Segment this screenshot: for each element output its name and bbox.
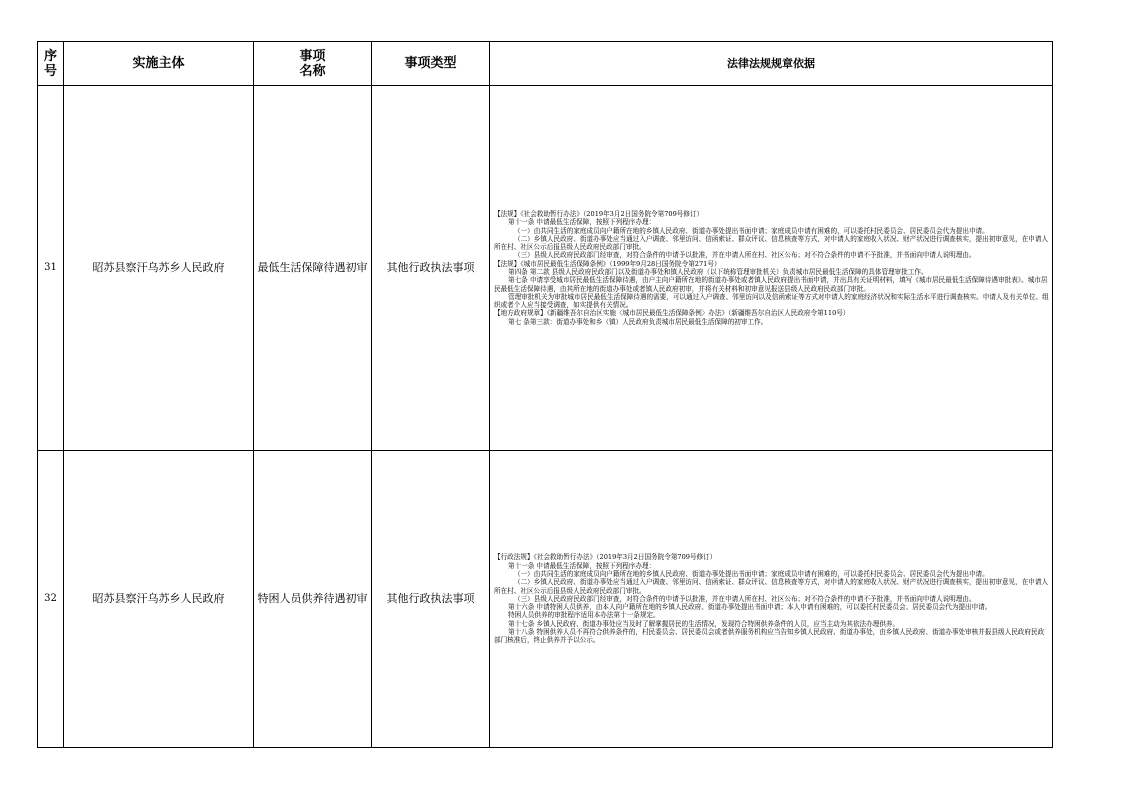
table-header-row [38, 42, 1053, 86]
row-seq: 31 [38, 86, 64, 451]
legal-line: 第四条 第二款 县级人民政府民政部门以及街道办事处和镇人民政府（以下统称管理审批机关）负责城市居民最低生活保障的具体管理审批工作。 [508, 268, 928, 276]
legal-line: 【行政法规】《社会救助暂行办法》（2019年3月2日国务院令第709号修订） [494, 553, 717, 562]
row-legal-basis [490, 86, 1053, 451]
row-subject: 昭苏县察汗乌苏乡人民政府 [64, 86, 254, 451]
row-item-name: 特困人员供养待遇初审 [254, 451, 372, 748]
row-seq: 32 [38, 451, 64, 748]
legal-line: 第七 条第三款：街道办事处和乡（镇）人民政府负责城市居民最低生活保障的初审工作。 [508, 317, 768, 326]
table-row [38, 86, 1053, 451]
legal-line: （二）乡镇人民政府、街道办事处应当通过入户调查、邻里访问、信函索证、群众评议、信息核查等方式，对申请人的家庭收入状况、财产状况进行调查核实，提出初审意见，在申请人所在村、社区公示后报县级人民政府民政部门审批。 [494, 234, 1049, 252]
legal-line: （一）由共同生活的家庭成员向户籍所在地的乡镇人民政府、街道办事处提出书面申请；家庭成员申请有困难的，可以委托村民委员会、居民委员会代为提出申请。 [514, 226, 989, 235]
legal-line: （一）由共同生活的家庭成员向户籍所在地的乡镇人民政府、街道办事处提出书面申请；家庭成员申请有困难的，可以委托村民委员会、居民委员会代为提出申请。 [514, 569, 989, 578]
header-item-type: 事项类型 [372, 42, 490, 86]
legal-line: （三）县级人民政府民政部门经审查，对符合条件的申请予以批准，并在申请人所在村、社区公布；对不符合条件的申请不予批准，并书面向申请人说明理由。 [514, 594, 976, 603]
legal-line: 特困人员供养的审批程序适用本办法第十一条规定。 [508, 611, 660, 620]
header-legal-basis: 法律法规规章依据 [490, 42, 1053, 86]
header-seq-label: 序号 [43, 48, 57, 79]
service-items-table [37, 41, 1053, 748]
header-subject: 实施主体 [64, 42, 254, 86]
legal-line: 【地方政府规章】《新疆维吾尔自治区实施〈城市居民最低生活保障条例〉办法》（新疆维吾尔自治区人民政府令第110号） [494, 309, 850, 318]
legal-line: 第十七条 乡镇人民政府、街道办事处应当及时了解掌握居民的生活情况，发现符合特困供养条件的人员，应当主动为其依法办理供养。 [508, 619, 900, 628]
legal-line: 【法规】《城市居民最低生活保障条例》（1999年9月28日国务院令第271号） [494, 259, 721, 268]
header-item-name [254, 42, 372, 86]
row-subject: 昭苏县察汗乌苏乡人民政府 [64, 451, 254, 748]
row-item-type: 其他行政执法事项 [372, 451, 490, 748]
legal-line: （二）乡镇人民政府、街道办事处应当通过入户调查、邻里访问、信函索证、群众评议、信息核查等方式，对申请人的家庭收入状况、财产状况进行调查核实，提出初审意见，在申请人所在村、社区公示后报县级人民政府民政部门审批。 [494, 578, 1049, 595]
table-row [38, 451, 1053, 748]
legal-line: 管理审批机关为审批城市居民最低生活保障待遇的需要，可以通过入户调查、邻里访问以及信函索证等方式对申请人的家庭经济状况和实际生活水平进行调查核实。申请人及有关单位、组织或者个人应当接受调查，如实提供有关情况。 [494, 292, 1049, 310]
legal-line: 第十八条 特困供养人员不再符合供养条件的，村民委员会、居民委员会或者供养服务机构应当告知乡镇人民政府、街道办事处，由乡镇人民政府、街道办事处审核并报县级人民政府民政部门核准后，终止供养并予以公示。 [494, 628, 1045, 645]
row-item-type: 其他行政执法事项 [372, 86, 490, 451]
legal-line: 第七条 申请享受城市居民最低生活保障待遇，由户主向户籍所在地的街道办事处或者镇人民政府提出书面申请，并出具有关证明材料，填写《城市居民最低生活保障待遇审批表》。城市居民最低生活保障待遇，由其所在地的街道办事处或者镇人民政府初审，并将有关材料和初审意见报送县级人民政府民政部门审批。 [494, 276, 1048, 293]
legal-line: 第十六条 申请特困人员供养，由本人向户籍所在地的乡镇人民政府、街道办事处提出书面申请；本人申请有困难的，可以委托村民委员会、居民委员会代为提出申请。 [508, 603, 992, 612]
row-legal-basis [490, 451, 1053, 748]
legal-line: 第十一条 申请最低生活保障，按照下列程序办理： [508, 561, 656, 570]
row-item-name: 最低生活保障待遇初审 [254, 86, 372, 451]
legal-line: （三）县级人民政府民政部门经审查，对符合条件的申请予以批准，并在申请人所在村、社区公布；对不符合条件的申请不予批准，并书面向申请人说明理由。 [514, 251, 976, 260]
legal-line: 第十一条 申请最低生活保障，按照下列程序办理： [508, 218, 656, 227]
header-item-name-label: 事项名称 [299, 48, 326, 79]
legal-line: 【法规】《社会救助暂行办法》（2019年3月2日国务院令第709号修订） [494, 209, 704, 218]
header-seq [38, 42, 64, 86]
